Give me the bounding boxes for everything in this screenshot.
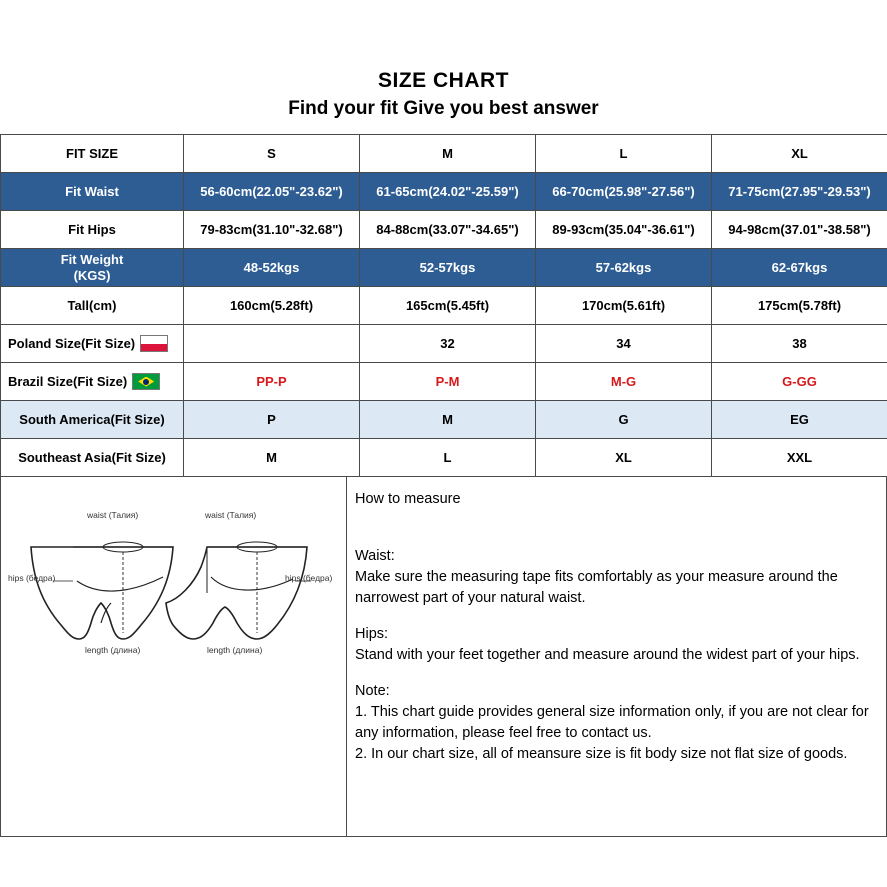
page-title: SIZE CHART [378,69,509,92]
measurement-diagram-panel [1,477,347,836]
cell-poland-l: 34 [536,325,712,363]
cell-fit-weight-m: 52-57kgs [360,249,536,287]
how-to-measure-panel [347,477,886,836]
table-row [1,325,887,363]
howto-heading: How to measure [355,491,461,507]
howto-note-title: Note: [355,683,390,699]
cell-fit-weight-xl: 62-67kgs [712,249,887,287]
table-header-row [1,135,887,173]
howto-hips-title: Hips: [355,626,389,642]
cell-fit-weight-l: 57-62kgs [536,249,712,287]
cell-southeast-asia-s: M [184,439,360,477]
cell-southeast-asia-xl: XXL [712,439,887,477]
cell-brazil-s: PP-P [184,363,360,401]
cell-fit-hips-xl: 94-98cm(37.01"-38.58") [712,211,887,249]
title-block [0,0,887,122]
row-label-fit-weight-line2: (KGS) [73,267,111,283]
poland-flag-icon [140,335,168,352]
cell-tall-l: 170cm(5.61ft) [536,287,712,325]
cell-brazil-m: P-M [360,363,536,401]
brazil-flag-icon [132,373,160,390]
diagram-label-length-right: length (длина) [207,645,263,655]
header-size-l: L [536,135,712,173]
cell-brazil-xl: G-GG [712,363,887,401]
howto-note-2: 2. In our chart size, all of meansure size is fit body size not flat size of goods. [355,746,848,762]
cell-southeast-asia-m: L [360,439,536,477]
cell-fit-waist-m: 61-65cm(24.02"-25.59") [360,173,536,211]
page-subtitle: Find your fit Give you best answer [288,98,599,119]
cell-fit-hips-m: 84-88cm(33.07"-34.65") [360,211,536,249]
cell-brazil-l: M-G [536,363,712,401]
cell-fit-hips-l: 89-93cm(35.04"-36.61") [536,211,712,249]
header-size-m: M [360,135,536,173]
cell-south-america-m: M [360,401,536,439]
row-label-southeast-asia: Southeast Asia(Fit Size) [1,439,184,477]
row-label-fit-waist: Fit Waist [1,173,184,211]
measurement-diagram [8,507,337,687]
cell-south-america-s: P [184,401,360,439]
table-row [1,173,887,211]
cell-poland-m: 32 [360,325,536,363]
diagram-label-waist-right: waist (Талия) [205,510,257,520]
cell-southeast-asia-l: XL [536,439,712,477]
row-label-tall: Tall(cm) [1,287,184,325]
cell-south-america-l: G [536,401,712,439]
howto-note-1: 1. This chart guide provides general size information only, if you are not clear for any information, please feel free to contact us. [355,704,869,741]
row-label-brazil-text: Brazil Size(Fit Size) [8,374,128,389]
table-row [1,363,887,401]
panty-measurement-svg [11,507,337,687]
bottom-section [0,477,887,837]
table-row [1,287,887,325]
table-row [1,401,887,439]
howto-waist-title: Waist: [355,548,395,564]
cell-tall-s: 160cm(5.28ft) [184,287,360,325]
cell-fit-hips-s: 79-83cm(31.10"-32.68") [184,211,360,249]
diagram-label-length-left: length (длина) [85,645,141,655]
header-size-s: S [184,135,360,173]
row-label-brazil-size [1,363,184,401]
table-row [1,249,887,287]
howto-waist-text: Make sure the measuring tape fits comfortably as your measure around the narrowest part of your natural waist. [355,569,838,606]
cell-south-america-xl: EG [712,401,887,439]
row-label-fit-weight [1,249,184,287]
row-label-poland-size [1,325,184,363]
cell-tall-m: 165cm(5.45ft) [360,287,536,325]
diagram-label-hips-right: hips (бедра) [285,573,333,583]
row-label-poland-text: Poland Size(Fit Size) [8,336,136,351]
cell-poland-s [184,325,360,363]
size-chart-table [0,134,887,477]
cell-tall-xl: 175cm(5.78ft) [712,287,887,325]
cell-poland-xl: 38 [712,325,887,363]
row-label-fit-weight-line1: Fit Weight [60,251,124,267]
row-label-fit-hips: Fit Hips [1,211,184,249]
header-size-xl: XL [712,135,887,173]
howto-hips-text: Stand with your feet together and measure around the widest part of your hips. [355,647,860,663]
cell-fit-waist-l: 66-70cm(25.98"-27.56") [536,173,712,211]
diagram-label-hips-left: hips (бедра) [8,573,56,583]
cell-fit-waist-xl: 71-75cm(27.95"-29.53") [712,173,887,211]
row-label-south-america: South America(Fit Size) [1,401,184,439]
table-row [1,439,887,477]
cell-fit-waist-s: 56-60cm(22.05"-23.62") [184,173,360,211]
diagram-label-waist-left: waist (Талия) [87,510,139,520]
table-row [1,211,887,249]
header-fit-size: FIT SIZE [1,135,184,173]
cell-fit-weight-s: 48-52kgs [184,249,360,287]
